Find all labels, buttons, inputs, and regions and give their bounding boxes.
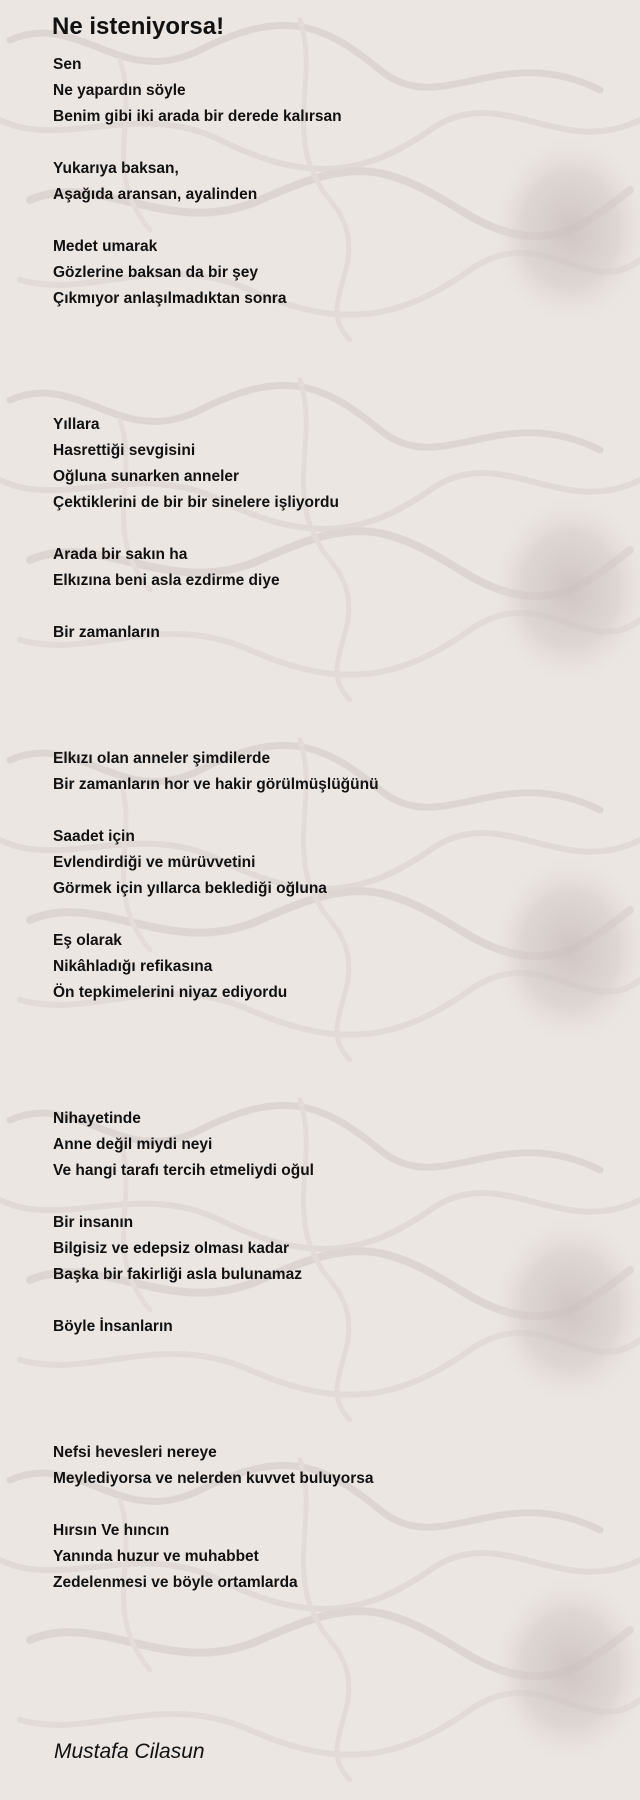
poem-line: Bilgisiz ve edepsiz olması kadar [53,1240,290,1257]
poem-line: Sen [53,56,82,73]
poem-line: Elkızına beni asla ezdirme diye [53,572,280,589]
poem-line: Medet umarak [53,238,158,255]
poem-title: Ne isteniyorsa! [52,13,225,40]
poem-line: Çektiklerini de bir bir sinelere işliyordu [53,494,339,511]
poem-line: Nihayetinde [53,1110,141,1127]
poem-line: Yukarıya baksan, [53,160,179,177]
poem-line: Bir insanın [53,1214,134,1231]
stanza [53,542,613,594]
poem-line: Bir zamanların hor ve hakir görülmüşlüğünü [53,776,379,793]
stanza [53,746,613,798]
poem-line: Saadet için [53,828,135,845]
stanza [53,234,613,312]
poem-author: Mustafa Cilasun [54,1740,205,1763]
poem-line: Gözlerine baksan da bir şey [53,264,259,281]
poem-line: Oğluna sunarken anneler [53,468,240,485]
stanza [53,928,613,1006]
poem-line: Böyle İnsanların [53,1318,173,1335]
poem-line: Çıkmıyor anlaşılmadıktan sonra [53,290,287,307]
poem-line: Ve hangi tarafı tercih etmeliydi oğul [53,1162,314,1179]
poem-line: Elkızı olan anneler şimdilerde [53,750,271,767]
poem-line: Anne değil miydi neyi [53,1136,213,1153]
stanza [53,824,613,902]
poem-line: Yıllara [53,416,100,433]
poem-line: Ne yapardın söyle [53,82,186,99]
stanza [53,620,613,646]
stanza [53,52,613,130]
poem-line: Görmek için yıllarca beklediği oğluna [53,880,327,897]
poem-line: Nikâhladığı refikasına [53,958,213,975]
poem-line: Aşağıda aransan, ayalinden [53,186,258,203]
poem-line: Zedelenmesi ve böyle ortamlarda [53,1574,298,1591]
stanza [53,1210,613,1288]
poem-line: Ön tepkimelerini niyaz ediyordu [53,984,288,1001]
poem-line: Benim gibi iki arada bir derede kalırsan [53,108,342,125]
poem-line: Arada bir sakın ha [53,546,188,563]
stanza [53,412,613,516]
poem-body [53,52,613,1596]
poem-line: Hırsın Ve hıncın [53,1522,170,1539]
stanza [53,1518,613,1596]
poem-line: Başka bir fakirliği asla bulunamaz [53,1266,302,1283]
poem-line: Yanında huzur ve muhabbet [53,1548,259,1565]
poem-line: Hasrettiği sevgisini [53,442,196,459]
stanza [53,1440,613,1492]
stanza [53,1314,613,1340]
stanza [53,156,613,208]
poem-line: Bir zamanların [53,624,160,641]
poem-line: Evlendirdiği ve mürüvvetini [53,854,256,871]
stanza [53,1106,613,1184]
poem-line: Eş olarak [53,932,122,949]
poem-line: Meylediyorsa ve nelerden kuvvet buluyorsa [53,1470,374,1487]
poem-line: Nefsi hevesleri nereye [53,1444,217,1461]
